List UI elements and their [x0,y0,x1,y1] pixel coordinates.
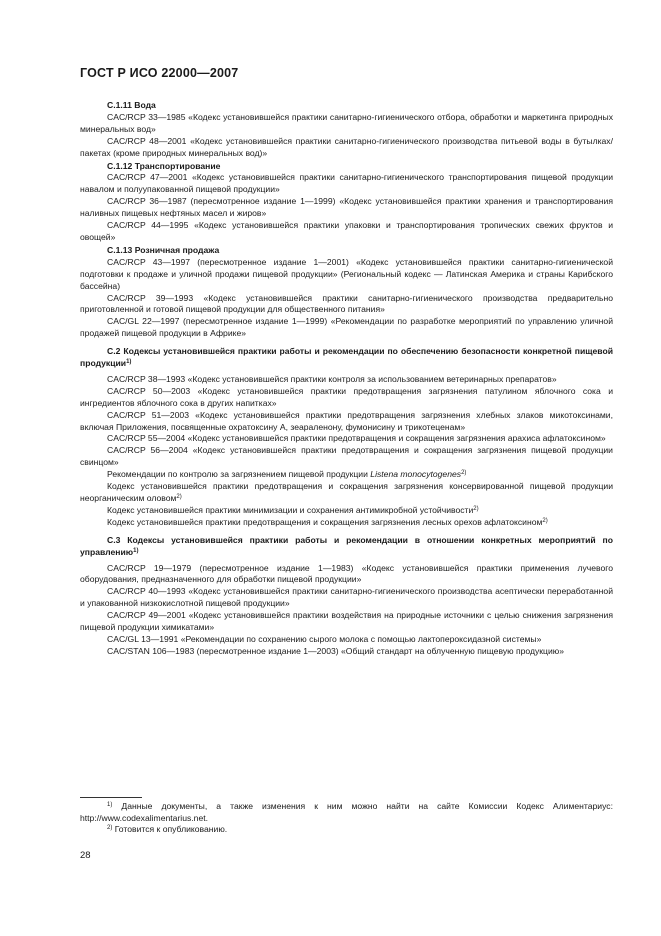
body-paragraph [80,610,613,634]
section-heading [80,245,613,257]
footnote [80,824,613,836]
paragraph-text: CAC/RCP 19—1979 (пересмотренное издание 1—1983) «Кодекс установившейся практики применения лучевого оборудования, предназначенного для обработки пищевой продукции» [80,562,613,585]
body-paragraph [80,257,613,293]
body-paragraph [80,433,613,445]
footnote-ref: 2) [461,470,467,477]
paragraph-text: С.1.12 Транспортирование [107,160,221,171]
body-paragraph [80,172,613,196]
paragraph-text: CAC/RCP 44—1995 «Кодекс установившейся практики упаковки и транспортирования тропических свежих фруктов и овощей» [80,220,613,242]
document-body [80,99,613,658]
footnote-ref: 1) [133,547,139,554]
paragraph-text: Рекомендации по контролю за загрязнением пищевой продукции [107,469,371,480]
footnote-marker: 1) [107,802,113,808]
page-header: ГОСТ Р ИСО 22000—2007 [80,66,239,80]
paragraph-text: CAC/RCP 38—1993 «Кодекс установившейся практики контроля за использованием ветеринарных препаратов» [107,373,557,384]
body-paragraph [80,481,613,505]
paragraph-text: С.1.13 Розничная продажа [107,244,220,255]
footnote-ref: 2) [176,494,182,500]
body-paragraph [80,374,613,386]
paragraph-text: Кодекс установившейся практики минимизации и сохранения антимикробной устойчивости [107,504,474,515]
body-paragraph [80,112,613,136]
footnotes [80,801,613,836]
section-heading [80,535,613,559]
paragraph-text: CAC/RCP 51—2003 «Кодекс установившейся практики предотвращения загрязнения хлебных злаков микотоксинами, включая Приложения, посвященные охратоксину А, зеараленону, фумонисину и трикотеценам» [80,409,613,432]
body-paragraph [80,410,613,434]
footnote-text: Данные документы, а также изменения к ним можно найти на сайте Комиссии Кодекс Алиментариус: http://www.codexalimentarius.net. [80,801,613,823]
paragraph-text: CAC/RCP 40—1993 «Кодекс установившейся практики санитарно-гигиенического производства асептически переработанной и упакованной низкокислотной пищевой продукции» [80,586,613,609]
body-paragraph [80,316,613,340]
paragraph-text: CAC/RCP 43—1997 (пересмотренное издание 1—2001) «Кодекс установившейся практики санитарно-гигиенической подготовки к продаже и уличной продажи пищевой продукции» (Региональный кодекс — Латинская Америка и страны Карибского бассейна) [80,256,613,291]
paragraph-text: Кодекс установившейся практики предотвращения и сокращения загрязнения лесных орехов афлатоксином [107,516,543,527]
paragraph-text: CAC/GL 13—1991 «Рекомендации по сохранению сырого молока с помощью лактопероксидазной системы» [107,633,542,644]
paragraph-text: CAC/RCP 33—1985 «Кодекс установившейся практики санитарно-гигиенического отбора, обработки и маркетинга природных минеральных вод» [80,111,613,134]
footnote [80,801,613,824]
paragraph-text: CAC/RCP 47—2001 «Кодекс установившейся практики санитарно-гигиенического транспортирования пищевой продукции навалом и полуупакованной пищевой продукции» [80,172,613,195]
paragraph-text: CAC/RCP 56—2004 «Кодекс установившейся практики предотвращения и сокращения загрязнения пищевой продукции свинцом» [80,445,613,468]
footnote-text: Готовится к опубликованию. [112,824,228,835]
paragraph-text: CAC/RCP 49—2001 «Кодекс установившейся практики воздействия на природные источники с целью снижения загрязнения пищевой продукции химикатами» [80,610,613,633]
body-paragraph [80,517,613,529]
footnote-divider [80,797,142,798]
body-paragraph [80,220,613,244]
body-paragraph [80,586,613,610]
paragraph-text: CAC/RCP 48—2001 «Кодекс установившейся практики санитарно-гигиенического производства питьевой воды в бутылках/пакетах (кроме природных минеральных вод)» [80,135,613,158]
body-paragraph [80,646,613,658]
body-paragraph [80,136,613,160]
footnote-ref: 1) [126,359,132,366]
body-paragraph [80,634,613,646]
body-paragraph [80,563,613,587]
paragraph-text: CAC/RCP 50—2003 «Кодекс установившейся практики предотвращения загрязнения патулином яблочного сока и ингредиентов яблочного сока в других напитках» [80,385,613,408]
footnote-ref: 2) [473,505,479,512]
section-heading [80,161,613,173]
paragraph-text: CAC/RCP 36—1987 (пересмотренное издание 1—1999) «Кодекс установившейся практики хранения и транспортирования наливных пищевых нефтяных масел и жиров» [80,196,613,219]
paragraph-text: С.3 Кодексы установившейся практики работы и рекомендации в отношении конкретных мероприятий по управлению [80,534,613,557]
paragraph-text: CAC/GL 22—1997 (пересмотренное издание 1—1999) «Рекомендации по разработке мероприятий по управлению уличной продажей пищевой продукции в Африке» [80,316,613,339]
body-paragraph [80,293,613,317]
section-heading [80,100,613,112]
section-heading [80,346,613,370]
page-number: 28 [80,850,91,861]
body-paragraph [80,386,613,410]
body-paragraph [80,196,613,220]
paragraph-text: С.2 Кодексы установившейся практики работы и рекомендации по обеспечению безопасности конкретной пищевой продукции [80,346,613,369]
paragraph-text: Кодекс установившейся практики предотвращения и сокращения загрязнения консервированной пищевой продукции неорганическим оловом [80,481,613,503]
footnote-ref: 2) [542,517,548,524]
body-paragraph [80,469,613,481]
body-paragraph [80,445,613,469]
paragraph-text: CAC/RCP 39—1993 «Кодекс установившейся практики санитарно-гигиенического производства предварительно приготовленной и готовой пищевой продукции для общественного питания» [80,292,613,315]
paragraph-text: CAC/STAN 106—1983 (пересмотренное издание 1—2003) «Общий стандарт на облученную пищевую продукцию» [107,645,565,656]
paragraph-text: С.1.11 Вода [107,100,156,110]
footnote-marker: 2) [107,825,113,832]
paragraph-text: CAC/RCP 55—2004 «Кодекс установившейся практики предотвращения и сокращения загрязнения арахиса афлатоксином» [107,433,606,444]
body-paragraph [80,505,613,517]
italic-term: Listena monocytogenes [370,469,462,480]
